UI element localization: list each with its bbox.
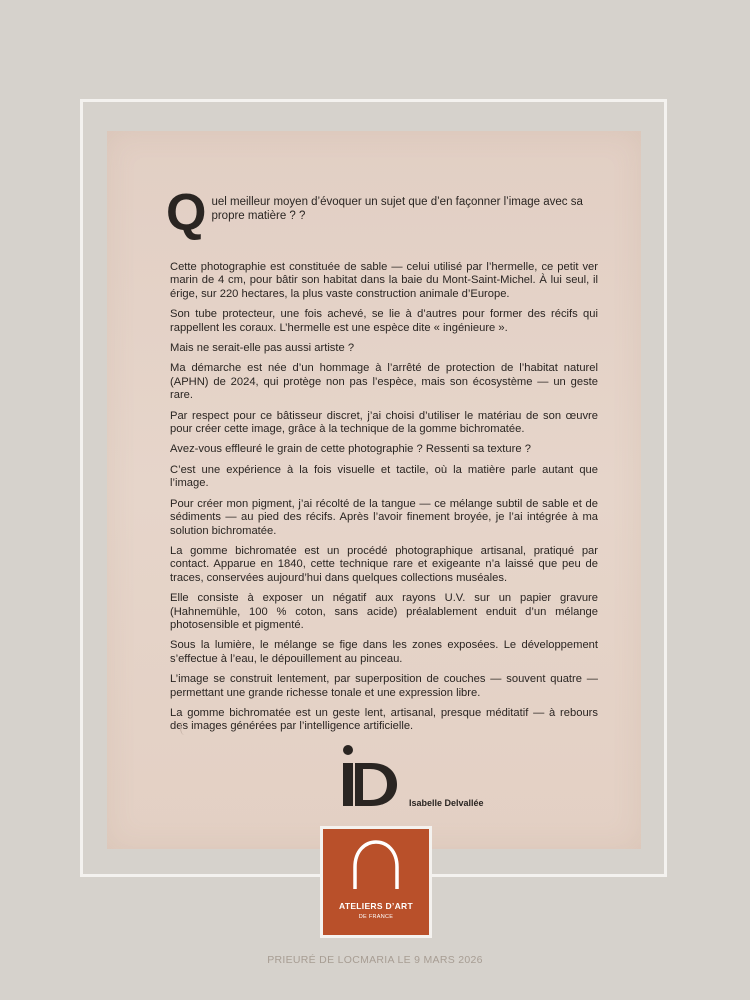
paragraph: La gomme bichromatée est un procédé photographique artisanal, pratiqué par contact. Apparue en 1840, cette technique rare et exigeante n’a laissé que peu de traces, conservées aujourd’hui dans quelques collections muséales.	[170, 544, 598, 584]
paragraph: Avez-vous effleuré le grain de cette photographie ? Ressenti sa texture ?	[170, 443, 531, 456]
paragraph: Mais ne serait-elle pas aussi artiste ?	[170, 342, 355, 355]
paragraph: La gomme bichromatée est un geste lent, artisanal, presque méditatif — à rebours des images générées par l’intelligence artificielle.	[170, 706, 598, 733]
intro-text: uel meilleur moyen d’évoquer un sujet que d’en façonner l’image avec sa propre matière ? ?	[211, 196, 583, 222]
paragraph: Par respect pour ce bâtisseur discret, j’ai choisi d’utiliser le matériau de son œuvre pour créer cette image, grâce à la technique de la gomme bichromatée.	[170, 409, 598, 436]
dropcap-letter: Q	[166, 184, 207, 242]
paragraph: L’image se construit lentement, par superposition de couches — souvent quatre — permettant une grande richesse tonale et une expression libre.	[170, 673, 598, 699]
signature-name: Isabelle Delvallée	[409, 798, 484, 808]
ateliers-logo-icon	[345, 837, 407, 897]
paragraph: Son tube protecteur, une fois achevé, se lie à d’autres pour former des récifs qui rappellent les coraux. L’hermelle est une espèce dite « ingénieure ».	[170, 308, 598, 334]
paragraph: C’est une expérience à la fois visuelle et tactile, où la matière parle autant que l’image.	[170, 463, 598, 490]
paragraph: Sous la lumière, le mélange se fige dans les zones exposées. Le développement s’effectue à l’eau, le dépouillement au pinceau.	[170, 639, 598, 665]
paragraph: Ma démarche est née d’un hommage à l’arrêté de protection de l’habitat naturel (APHN) de 2024, qui protège non pas l’espèce, mais son écosystème — un geste rare.	[170, 362, 598, 402]
paper-mark	[180, 721, 189, 735]
paragraph: Elle consiste à exposer un négatif aux rayons U.V. sur un papier gravure (Hahnemühle, 100 % coton, sans acide) préalablement enduit d’un mélange photosensible et pigmenté.	[170, 592, 598, 631]
badge-subtitle: DE FRANCE	[358, 914, 394, 920]
ateliers-dart-badge	[320, 826, 432, 938]
id-monogram-logo	[341, 743, 401, 813]
badge-title: ATELIERS D’ART	[339, 901, 413, 911]
signature-block	[341, 743, 561, 813]
footer-caption: PRIEURÉ DE LOCMARIA LE 9 MARS 2026	[267, 954, 483, 966]
document-page	[107, 131, 641, 849]
paragraph: Pour créer mon pigment, j’ai récolté de la tangue — ce mélange subtil de sable et de sédiments — au pied des récifs. Après l’avoir finement broyée, je l’ai intégrée à ma solution bichromatée.	[170, 497, 598, 537]
intro-paragraph	[166, 184, 598, 242]
paragraph: Cette photographie est constituée de sable — celui utilisé par l’hermelle, ce petit ver marin de 4 cm, pour bâtir son habitat dans la baie du Mont-Saint-Michel. À lui seul, il érige, sur 220 hectares, la plus vaste construction animale d’Europe.	[170, 261, 598, 300]
document-text	[166, 184, 598, 741]
